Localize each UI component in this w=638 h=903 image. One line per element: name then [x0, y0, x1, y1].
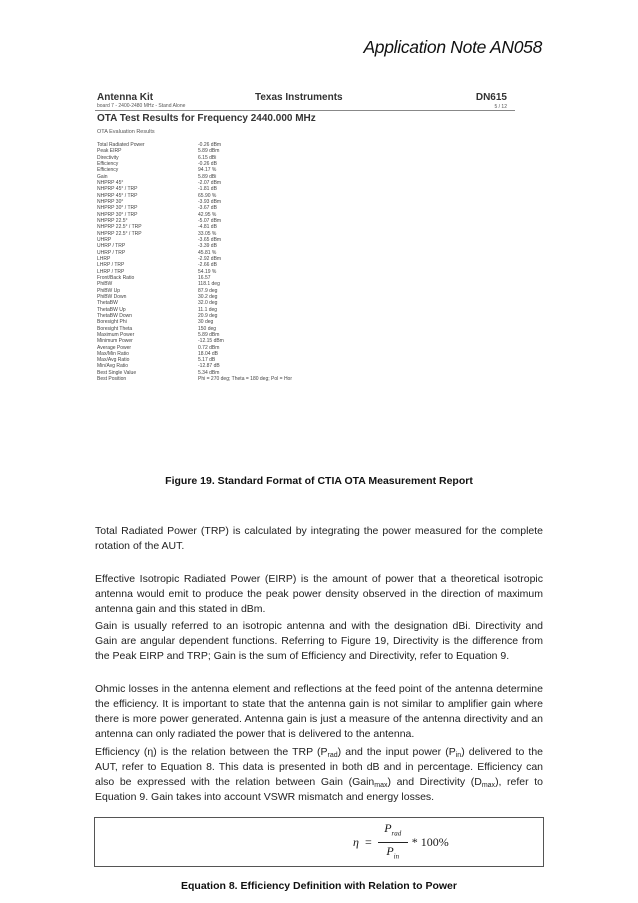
report-row-label: NHPRP 22.5° / TRP [97, 230, 142, 237]
report-row-value: -5.07 dBm [198, 217, 222, 224]
report-row-value: -2.07 dBm [198, 179, 222, 186]
report-row-label: ThetaBW [97, 300, 118, 307]
report-row-value: -3.67 dB [198, 205, 217, 212]
paragraph-trp: Total Radiated Power (TRP) is calculated by integrating the power measured for the complete rotation of the AUT. [95, 525, 543, 552]
subscript-gain-max: max [374, 782, 388, 789]
report-row-label: Front/Back Ratio [97, 274, 135, 281]
equation-caption: Equation 8. Efficiency Definition with Relation to Power [181, 880, 457, 892]
report-row-value: 150 deg [198, 325, 217, 332]
equals-sign: = [364, 834, 372, 849]
efficiency-text-d: ) and Directivity (D [387, 776, 482, 788]
report-row-label: Peak EIRP [97, 148, 122, 155]
report-row-value: 42.95 % [198, 211, 217, 218]
report-row-label: Best Position [97, 376, 127, 383]
report-row-label: UHRP [97, 236, 112, 243]
efficiency-text-c: ) delivered to the AUT, refer to Equation 8. This data is presented in both dB and in percentage. Efficiency can also be expressed with the relation between Gain (Gain [95, 746, 543, 788]
report-row-value: 30.2 deg [198, 293, 218, 300]
report-row-value: 94.17 % [198, 167, 217, 174]
efficiency-text-a: Efficiency (η) is the relation between the TRP (P [95, 746, 328, 758]
report-row-label: Efficiency [97, 160, 119, 167]
report-row-value: -12.15 dBm [198, 338, 224, 345]
report-row-value: 65.90 % [198, 192, 217, 199]
fraction-denominator [386, 843, 399, 864]
report-row-label: ThetaBW Down [97, 312, 133, 319]
report-row-value: -1.81 dB [198, 186, 217, 193]
report-row-label: Max/Min Ratio [97, 350, 129, 357]
subscript-in: in [455, 752, 462, 759]
report-row-label: NHPRP 30° [97, 198, 124, 205]
report-row-label: PhiBW Up [97, 287, 121, 294]
report-row-label: Minimum Power [97, 338, 133, 345]
denominator-subscript: in [393, 851, 400, 860]
report-row-value: 54.19 % [198, 268, 217, 275]
report-row-label: NHPRP 45° [97, 179, 124, 186]
report-row-value: -3.65 dBm [198, 236, 222, 243]
report-row-value: -3.93 dBm [198, 198, 222, 205]
denominator-p: P [386, 843, 394, 858]
report-row-value: 11.1 deg [198, 306, 218, 313]
report-row [97, 376, 457, 382]
report-row-value: 5.89 dBm [198, 148, 220, 155]
report-row-label: Max/Avg Ratio [97, 357, 130, 364]
report-row-label: PhiBW [97, 281, 113, 288]
report-row-value: 33.05 % [198, 230, 217, 237]
report-row-value: 45.81 % [198, 249, 217, 256]
report-row-label: Average Power [97, 344, 132, 351]
ota-report-figure [95, 92, 515, 458]
report-row-value: 20.9 deg [198, 312, 218, 319]
page-header-title: Application Note AN058 [363, 37, 542, 57]
figure-caption: Figure 19. Standard Format of CTIA OTA Measurement Report [165, 475, 473, 487]
equation-box [94, 817, 544, 867]
report-row-label: NHPRP 45° / TRP [97, 186, 138, 193]
report-row-label: Boresight Phi [97, 319, 127, 326]
subscript-d-max: max [481, 782, 496, 789]
report-subheading: OTA Evaluation Results [97, 129, 155, 135]
report-kit-title: Antenna Kit [97, 92, 154, 103]
efficiency-text-e: ), refer to Equation 9. Gain takes into account VSWR mismatch and energy losses. [95, 776, 543, 803]
numerator-p: P [384, 821, 392, 836]
report-row-label: Efficiency [97, 167, 119, 174]
report-row-label: Min/Avg Ratio [97, 363, 129, 370]
report-heading: OTA Test Results for Frequency 2440.000 MHz [97, 113, 316, 124]
paragraph-gain: Gain is usually referred to an isotropic antenna and with the designation dBi. Directivity and Gain are angular dependent functions. Referring to Figure 19, Directivity is the difference from the Peak EIRP and TRP; Gain is the sum of Efficiency and Directivity, refer to Equation 9. [95, 620, 543, 662]
report-row-value: -3.39 dB [198, 243, 217, 250]
report-row-value: -4.81 dB [198, 224, 217, 231]
fraction [378, 820, 408, 864]
paragraph-efficiency [95, 745, 543, 805]
report-row-value: 5.17 dB [198, 357, 216, 364]
report-row-label: Best Single Value [97, 369, 137, 376]
report-company: Texas Instruments [255, 92, 343, 103]
report-row-label: LHRP / TRP [97, 268, 125, 275]
report-row-label: NHPRP 30° / TRP [97, 205, 138, 212]
report-row-value: 5.89 dBm [198, 331, 220, 338]
report-row-value: 5.89 dBi [198, 173, 217, 180]
report-row-label: Maximum Power [97, 331, 135, 338]
report-row-value: 87.9 deg [198, 287, 218, 294]
subscript-rad: rad [327, 752, 338, 759]
efficiency-equation [353, 822, 449, 862]
report-row-label: Boresight Theta [97, 325, 133, 332]
paragraph-eirp: Effective Isotropic Radiated Power (EIRP) is the amount of power that a theoretical isotropic antenna would emit to produce the peak power density observed in the direction of maximum antenna gain and this stated in dBm. [95, 573, 543, 615]
report-divider [95, 110, 515, 111]
report-page: 5 / 12 [494, 104, 507, 110]
report-row-value: -12.87 dB [198, 363, 220, 370]
report-row-value: 32.0 deg [198, 300, 218, 307]
report-row-label: UHRP / TRP [97, 243, 126, 250]
report-row-label: NHPRP 22.5° / TRP [97, 224, 142, 231]
report-row-value: 18.04 dB [198, 350, 219, 357]
report-row-value: -0.26 dBm [198, 142, 222, 148]
report-row-value: -2.92 dBm [198, 255, 222, 262]
report-row-value: 30 deg [198, 319, 214, 326]
eta-symbol: η [353, 834, 359, 849]
report-row-label: PhiBW Down [97, 293, 127, 300]
report-row-label: LHRP [97, 255, 111, 262]
numerator-subscript: rad [391, 829, 402, 838]
report-row-value: -2.66 dB [198, 262, 217, 269]
report-row-label: UHRP / TRP [97, 249, 126, 256]
report-row-label: Gain [97, 173, 108, 180]
report-row-label: ThetaBW Up [97, 306, 126, 313]
report-doc-id: DN615 [475, 92, 507, 103]
report-row-value: 6.15 dBi [198, 154, 217, 161]
report-row-value: -0.26 dB [198, 160, 217, 167]
paragraph-ohmic-losses: Ohmic losses in the antenna element and reflections at the feed point of the antenna determine the efficiency. It is important to state that the antenna gain is not similar to amplifier gain where there is more power generated. Antenna gain is just a measure of the antenna directivity and an antenna can only radiated the power that is delivered to the antenna. [95, 683, 543, 740]
report-row-value: Phi = 270 deg; Theta = 180 deg; Pol = Hor [198, 376, 293, 383]
report-row-value: 16.57 [198, 274, 211, 281]
report-board-info: board 7 - 2400-2480 MHz - Stand Alone [97, 103, 186, 109]
report-row-value: 0.72 dBm [198, 344, 220, 351]
report-row-value: 5.34 dBm [198, 369, 220, 376]
report-row-label: NHPRP 30° / TRP [97, 211, 138, 218]
report-row-label: Directivity [97, 154, 119, 161]
report-row-value: 118.1 deg [198, 281, 220, 288]
report-row-label: LHRP / TRP [97, 262, 125, 269]
multiplier: * 100% [411, 834, 449, 849]
report-results-table [97, 142, 457, 382]
fraction-numerator [384, 820, 401, 841]
efficiency-text-b: ) and the input power (P [337, 746, 456, 758]
report-row-label: Total Radiated Power [97, 142, 145, 148]
report-row-label: NHPRP 45° / TRP [97, 192, 138, 199]
report-row-label: NHPRP 22.5° [97, 217, 128, 224]
